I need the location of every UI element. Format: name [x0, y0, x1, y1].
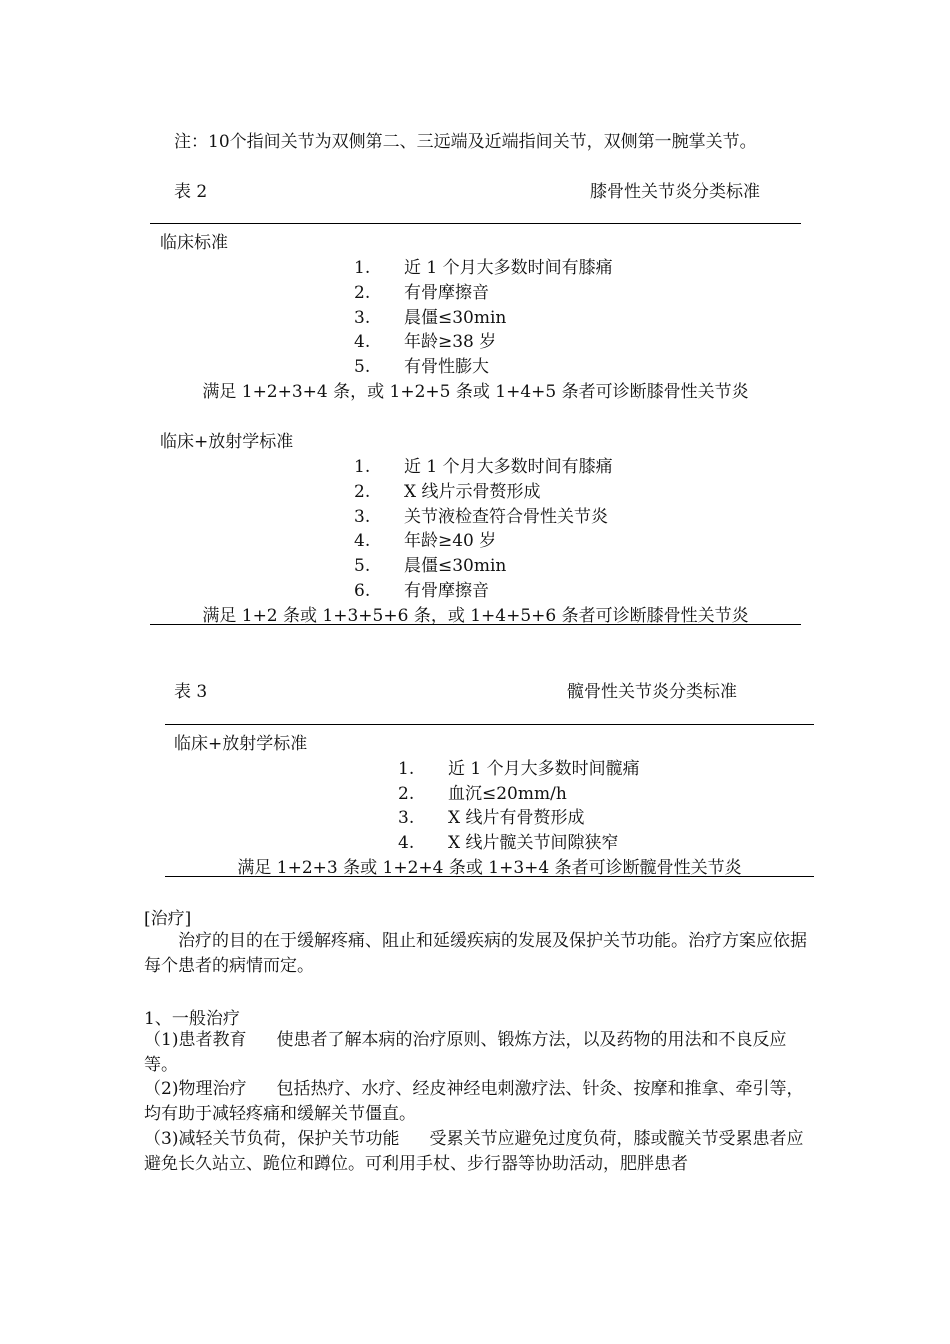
item-number: 2. — [398, 784, 415, 804]
item-number: 1. — [354, 457, 371, 477]
table2-label: 表 2 — [174, 182, 208, 202]
point-text: 包括热疗、水疗、经皮神经电刺激疗法、针灸、按摩和推拿、牵引等，均有助于减轻疼痛和缓解关节僵直。 — [144, 1079, 804, 1124]
item-text: X 线片示骨赘形成 — [404, 482, 541, 502]
item-number: 4. — [354, 531, 371, 551]
list-item — [354, 526, 496, 551]
treatment-intro: 治疗的目的在于缓解疼痛、阻止和延缓疾病的发展及保护关节功能。治疗方案应依据每个患者的病情而定。 — [144, 931, 807, 976]
treatment-heading: [治疗] — [144, 909, 192, 929]
list-item — [354, 327, 496, 352]
point-title: （2)物理治疗 — [144, 1079, 247, 1099]
treatment-point — [144, 1127, 808, 1176]
item-text: X 线片有骨赘形成 — [448, 808, 585, 828]
item-number: 1. — [398, 759, 415, 779]
table2-title: 膝骨性关节炎分类标准 — [590, 182, 760, 202]
item-number: 3. — [354, 308, 371, 328]
list-item — [354, 352, 489, 377]
treatment-point — [144, 1028, 808, 1077]
table2-bottom-rule — [150, 624, 801, 625]
point-title: （1)患者教育 — [144, 1030, 247, 1050]
section-heading: 1、一般治疗 — [144, 1009, 240, 1029]
point-text: 受累关节应避免过度负荷，膝或髋关节受累患者应避免长久站立、跪位和蹲位。可利用手杖、步行器等协助活动，肥胖患者 — [144, 1129, 804, 1174]
item-number: 3. — [354, 507, 371, 527]
list-item — [354, 502, 608, 527]
table3-top-rule — [165, 724, 814, 725]
list-item — [398, 754, 640, 779]
list-item — [354, 551, 506, 576]
list-item — [354, 576, 489, 601]
item-text: 晨僵≤30min — [404, 556, 507, 576]
table3-bottom-rule — [165, 876, 814, 877]
item-text: 近 1 个月大多数时间有膝痛 — [404, 457, 613, 477]
item-text: X 线片髋关节间隙狭窄 — [448, 833, 619, 853]
list-item — [398, 803, 585, 828]
item-number: 2. — [354, 482, 371, 502]
table2-section1-summary: 满足 1+2+3+4 条，或 1+2+5 条或 1+4+5 条者可诊断膝骨性关节炎 — [202, 382, 749, 402]
item-number: 1. — [354, 258, 371, 278]
item-number: 2. — [354, 283, 371, 303]
list-item — [354, 278, 489, 303]
list-item — [354, 452, 613, 477]
table2-top-rule — [150, 223, 801, 224]
item-text: 近 1 个月大多数时间髋痛 — [448, 759, 640, 779]
item-number: 5. — [354, 556, 371, 576]
item-number: 4. — [398, 833, 415, 853]
item-text: 有骨性膨大 — [404, 357, 489, 377]
item-number: 6. — [354, 581, 371, 601]
list-item — [398, 828, 619, 853]
item-text: 关节液检查符合骨性关节炎 — [404, 507, 608, 527]
table3-label: 表 3 — [174, 682, 208, 702]
table2-section2-heading: 临床+放射学标准 — [160, 432, 294, 452]
item-text: 血沉≤20mm/h — [448, 784, 567, 804]
item-number: 4. — [354, 332, 371, 352]
item-text: 近 1 个月大多数时间有膝痛 — [404, 258, 613, 278]
item-number: 5. — [354, 357, 371, 377]
note-text: 注：10个指间关节为双侧第二、三远端及近端指间关节，双侧第一腕掌关节。 — [174, 132, 757, 152]
treatment-point — [144, 1077, 808, 1126]
item-text: 年龄≥40 岁 — [404, 531, 497, 551]
table2-section2-summary: 满足 1+2 条或 1+3+5+6 条，或 1+4+5+6 条者可诊断膝骨性关节炎 — [202, 606, 749, 626]
list-item — [354, 477, 541, 502]
table3-summary: 满足 1+2+3 条或 1+2+4 条或 1+3+4 条者可诊断髋骨性关节炎 — [237, 858, 742, 878]
list-item — [354, 303, 506, 328]
table2-section1-heading: 临床标准 — [160, 233, 228, 253]
list-item — [354, 253, 613, 278]
table3-title: 髋骨性关节炎分类标准 — [567, 682, 737, 702]
item-text: 有骨摩擦音 — [404, 581, 489, 601]
table3-section-heading: 临床+放射学标准 — [174, 734, 308, 754]
item-text: 晨僵≤30min — [404, 308, 507, 328]
list-item — [398, 779, 567, 804]
point-title: （3)减轻关节负荷，保护关节功能 — [144, 1129, 400, 1149]
item-text: 年龄≥38 岁 — [404, 332, 497, 352]
item-number: 3. — [398, 808, 415, 828]
point-text: 使患者了解本病的治疗原则、锻炼方法，以及药物的用法和不良反应等。 — [144, 1030, 787, 1075]
item-text: 有骨摩擦音 — [404, 283, 489, 303]
